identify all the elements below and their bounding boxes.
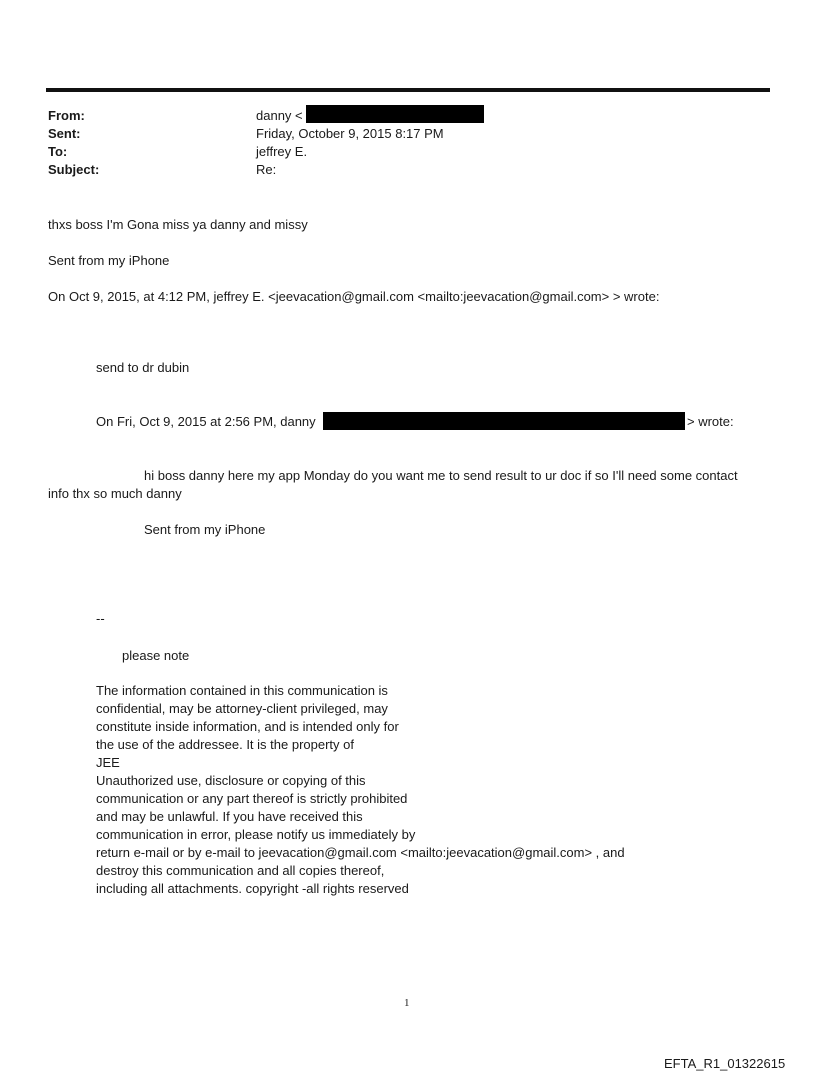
header-rule [46,88,770,92]
disclaimer-line: The information contained in this communication is [96,683,388,698]
from-label: From: [48,108,85,123]
disclaimer-line: including all attachments. copyright -all rights reserved [96,881,409,896]
separator: -- [96,611,105,626]
quote1-intro: On Oct 9, 2015, at 4:12 PM, jeffrey E. <jeevacation@gmail.com <mailto:jeevacation@gmail.com> > wrote: [48,289,660,304]
disclaimer-line: confidential, may be attorney-client privileged, may [96,701,388,716]
disclaimer-line: the use of the addressee. It is the property of [96,737,354,752]
sent-value: Friday, October 9, 2015 8:17 PM [256,126,444,141]
sent-label: Sent: [48,126,81,141]
bates-number: EFTA_R1_01322615 [664,1056,786,1071]
quote2-text-line1: hi boss danny here my app Monday do you want me to send result to ur doc if so I'll need some contact [144,468,738,483]
quote1-text: send to dr dubin [96,360,190,375]
disclaimer-line: communication in error, please notify us immediately by [96,827,416,842]
please-note: please note [122,648,190,663]
disclaimer-line: constitute inside information, and is intended only for [96,719,399,734]
signature: Sent from my iPhone [48,253,170,268]
page-number: 1 [404,997,410,1009]
from-value: danny < [256,108,303,123]
to-value: jeffrey E. [256,144,308,159]
quote2-intro-suffix: > wrote: [687,414,734,429]
quote2-text-line2: info thx so much danny [48,486,182,501]
disclaimer-line: return e-mail or by e-mail to jeevacation@gmail.com <mailto:jeevacation@gmail.com> , and [96,845,625,860]
quote2-signature: Sent from my iPhone [144,522,266,537]
disclaimer [96,682,625,898]
quote2-intro-prefix: On Fri, Oct 9, 2015 at 2:56 PM, danny [96,414,316,429]
to-label: To: [48,144,68,159]
subject-label: Subject: [48,162,100,177]
redaction-box [323,412,685,430]
disclaimer-line: and may be unlawful. If you have received this [96,809,363,824]
disclaimer-line: Unauthorized use, disclosure or copying of this [96,773,366,788]
subject-value: Re: [256,162,277,177]
disclaimer-line: JEE [96,755,120,770]
redaction-box [306,105,484,123]
disclaimer-line: destroy this communication and all copies thereof, [96,863,385,878]
reply-text: thxs boss I'm Gona miss ya danny and missy [48,217,308,232]
disclaimer-line: communication or any part thereof is strictly prohibited [96,791,408,806]
